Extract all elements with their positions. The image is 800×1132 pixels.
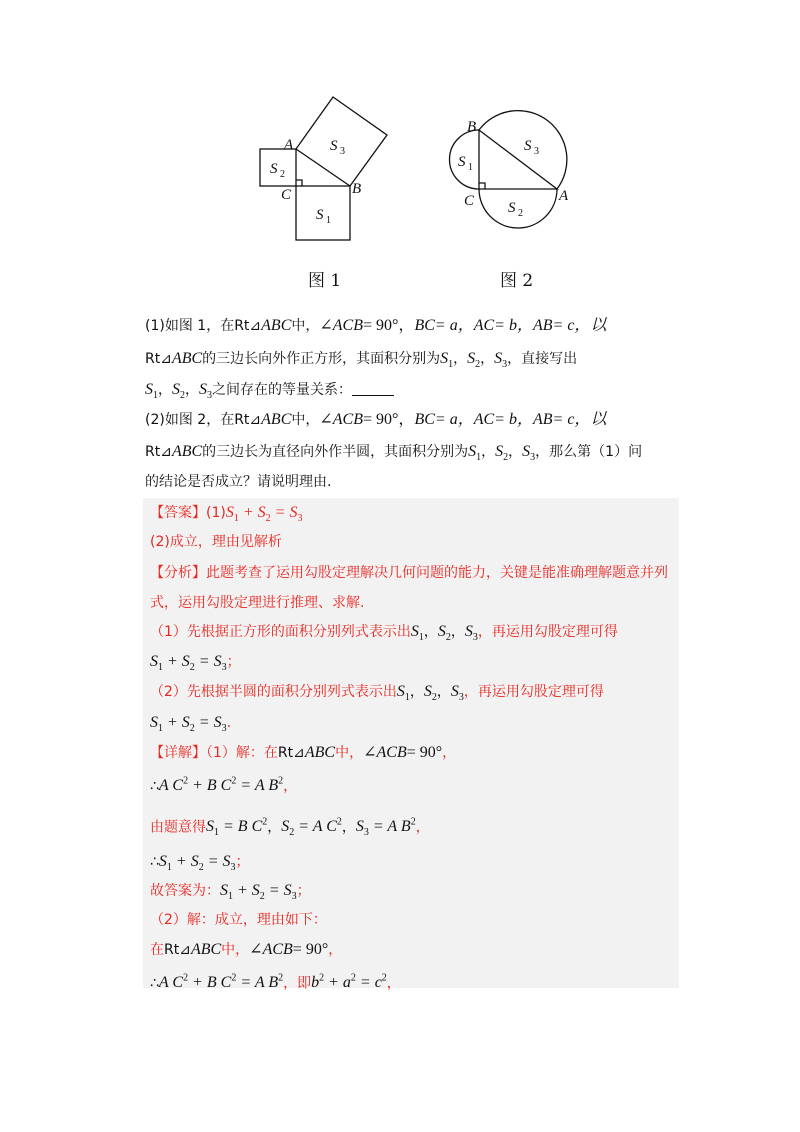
analysis-line-2: 式，运用勾股定理进行推理、求解.: [150, 595, 365, 611]
detail-line-8: ∴A $C^2 + B$ $C^2 = A$ $B^2$，即$b^2 + a^2 = c^2$，: [150, 973, 401, 992]
side-ab-value: = c，以: [552, 317, 607, 334]
answer-blank: [352, 395, 394, 396]
fig2-label-s1-sub: 1: [468, 162, 473, 173]
figures-area: [0, 0, 800, 300]
q1-squares-text: 的三边长向外作正方形，其面积分别为: [202, 351, 441, 367]
angle-name: ACB: [332, 317, 363, 334]
fig2-label-a: A: [559, 188, 569, 204]
side-ab: AB: [532, 317, 553, 334]
fig1-label-a: A: [284, 137, 294, 153]
analysis-line-1: 【分析】此题考查了运用勾股定理解决几何问题的能力，关键是能准确理解题意并列: [150, 565, 668, 581]
q1-intro: (1)如图 1，在: [145, 318, 235, 334]
answer-line-1: 【答案】$(1)S_1 + S_2 = S_3$: [150, 504, 303, 525]
q1-relation-text: 之间存在的等量关系：: [212, 382, 352, 398]
detail-line-4: $\therefore S_1 + S_2 = S_3$；: [150, 853, 250, 874]
semicircle-s3: [479, 111, 567, 189]
fig2-label-c: C: [464, 193, 475, 209]
side-ac: AC: [473, 317, 495, 334]
fig2-label-s3: S: [524, 138, 532, 154]
fig2-label-b: B: [467, 119, 477, 135]
triangle-name: ABC: [171, 350, 203, 367]
figure-1-caption: 图 1: [308, 271, 342, 291]
detail-line-5: 故答案为：$S_1 + S_2 = S_3$；: [150, 882, 311, 903]
angle-value: = 90°，: [363, 317, 415, 334]
analysis-step-2-result: $S_1 + S_2 = S_3$.: [150, 714, 232, 735]
question-1-line-3: $S_1$，$S_2$，$S_3$之间存在的等量关系：: [145, 380, 394, 406]
text-zhong: 中，: [291, 318, 320, 334]
q1-write-text: ，直接写出: [507, 351, 578, 367]
analysis-tag: 【分析】: [150, 565, 206, 581]
detail-line-7: 在Rt⊿ABC中，∠ACB= 90°，: [150, 941, 343, 958]
side-bc: BC: [414, 317, 435, 334]
fig1-label-s2: S: [270, 161, 278, 177]
triangle-name: ABC: [261, 317, 292, 334]
detail-line-3: 由题意得$S_1 = B$ $C^2$，$S_2 = A$ $C^2$，$S_3 = A$ $B^2$，: [150, 817, 430, 839]
detail-line-1: 【详解】（1）解：在Rt⊿ABC中，∠ACB= 90°，: [150, 744, 457, 761]
answer-line-2: (2)成立，理由见解析: [150, 534, 282, 550]
fig1-label-c: C: [281, 187, 292, 203]
fig2-label-s3-sub: 3: [534, 146, 539, 157]
fig2-label-s2-sub: 2: [518, 208, 523, 219]
question-2-line-2: Rt⊿ABC的三边长为直径向外作半圆，其面积分别为$S_1$，$S_2$，$S_3$，那么第（1）问: [145, 443, 643, 464]
detail-line-2: ∴A $C^2 + B$ $C^2 = A$ $B^2$，: [150, 776, 298, 795]
square-s2: [260, 149, 296, 186]
fig1-label-s1-sub: 1: [326, 215, 331, 226]
question-1-line-1: [145, 316, 606, 336]
q2-intro: (2)如图 2，在: [145, 412, 235, 428]
fig1-label-s2-sub: 2: [280, 169, 285, 180]
rt-symbol: Rt⊿: [234, 318, 262, 334]
figure-2-caption: 图 2: [500, 271, 534, 291]
fig1-label-s3: S: [330, 138, 338, 154]
right-angle-mark: [296, 180, 302, 186]
question-1-line-2: Rt⊿ABC的三边长向外作正方形，其面积分别为$S_1$，$S_2$，$S_3$，直接写出: [145, 350, 578, 371]
angle-symbol: ∠: [319, 317, 333, 334]
question-2-line-1: (2)如图 2，在Rt⊿ABC中，∠ACB= 90°，BC= a，AC= b，AB= c，以: [145, 411, 607, 428]
q2-semicircle-text: 的三边长为直径向外作半圆，其面积分别为: [202, 444, 469, 460]
right-angle-mark-2: [479, 183, 485, 189]
analysis-step-2: （2）先根据半圆的面积分别列式表示出$S_1$，$S_2$，$S_3$，再运用勾股定理可得: [150, 683, 604, 704]
detail-tag: 【详解】: [150, 745, 206, 761]
answer-tag: 【答案】: [150, 505, 206, 521]
analysis-step-1-result: $S_1 + S_2 = S_3$；: [150, 653, 241, 674]
q2-ask-text: ，那么第（1）问: [535, 444, 643, 460]
side-ac-value: = b，: [494, 317, 533, 334]
analysis-step-1: （1）先根据正方形的面积分别列式表示出$S_1$，$S_2$，$S_3$，再运用勾股定理可得: [150, 623, 618, 644]
square-s3: [296, 97, 387, 186]
fig1-label-b: B: [352, 181, 362, 197]
rt-symbol: Rt⊿: [145, 351, 172, 367]
fig2-label-s2: S: [508, 200, 516, 216]
question-2-line-3: 的结论是否成立？请说明理由.: [145, 474, 332, 490]
fig1-label-s1: S: [316, 207, 324, 223]
side-bc-value: = a，: [434, 317, 474, 334]
fig2-label-s1: S: [458, 154, 466, 170]
triangle-abc: [479, 130, 557, 189]
detail-line-6: （2）解：成立，理由如下：: [150, 912, 327, 928]
fig1-label-s3-sub: 3: [340, 146, 345, 157]
